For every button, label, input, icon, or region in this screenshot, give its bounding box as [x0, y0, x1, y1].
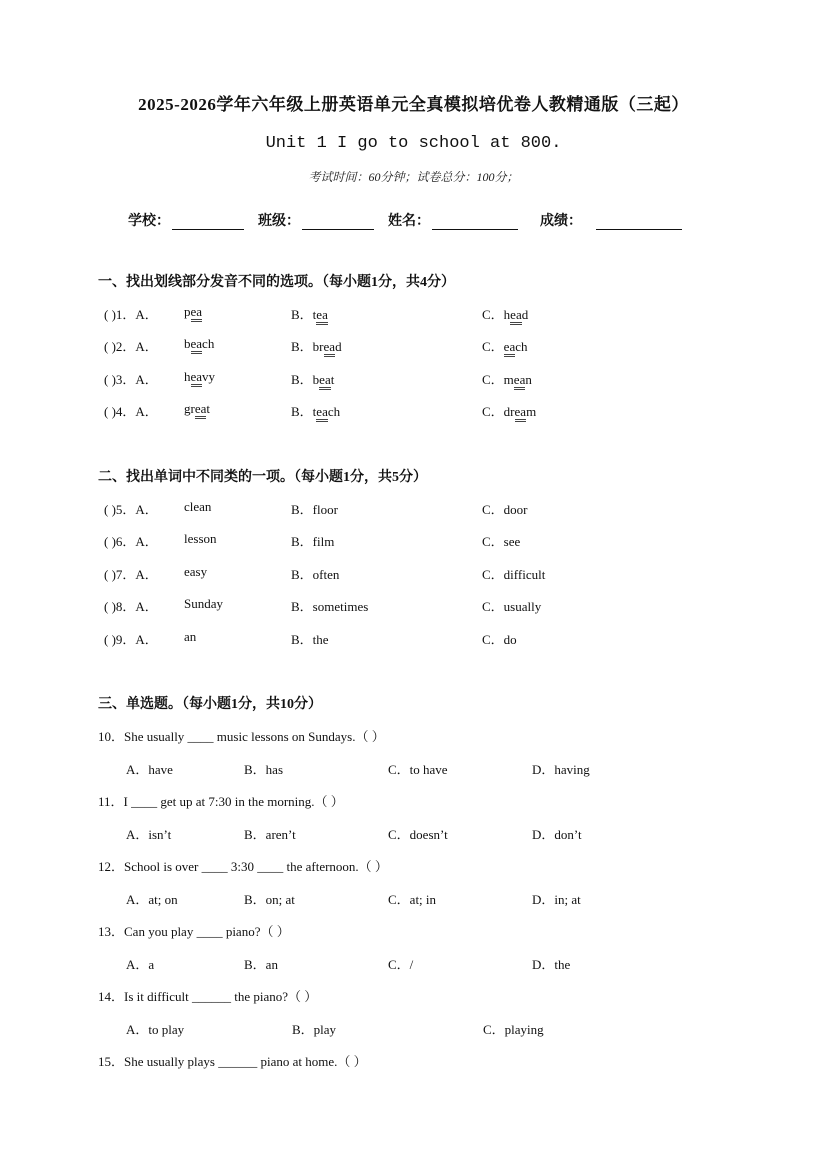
option-b[interactable]: B．has: [244, 762, 284, 777]
question-stem: 13．Can you play ____ piano?（ ）: [98, 924, 290, 939]
section1-heading: 一、找出划线部分发音不同的选项。（每小题1分，共4分）: [98, 275, 455, 290]
option-a[interactable]: lesson: [184, 531, 217, 546]
question-number: ( )9．A．: [104, 632, 158, 647]
question-row: [98, 336, 738, 356]
option-a[interactable]: great: [184, 401, 210, 419]
option-b[interactable]: B．the: [291, 632, 329, 647]
answer-row: [126, 889, 726, 909]
option-b[interactable]: B．bread: [291, 336, 342, 357]
option-c[interactable]: C．door: [482, 502, 528, 517]
option-a[interactable]: A．isn’t: [126, 827, 172, 842]
option-c[interactable]: C．see: [482, 534, 521, 549]
question-stem: 15．She usually plays ______ piano at home.（ ）: [98, 1054, 367, 1069]
class-blank[interactable]: [302, 213, 374, 230]
question-number: ( )3．A．: [104, 372, 158, 387]
option-c[interactable]: C．at; in: [388, 892, 437, 907]
option-b[interactable]: B．floor: [291, 502, 338, 517]
option-c[interactable]: C．do: [482, 632, 517, 647]
score-blank[interactable]: [596, 213, 682, 230]
option-b[interactable]: B．tea: [291, 304, 328, 325]
option-c[interactable]: C．playing: [483, 1022, 544, 1037]
question-stem: 10．She usually ____ music lessons on Sundays.（ ）: [98, 729, 385, 744]
option-b[interactable]: B．play: [292, 1022, 337, 1037]
option-a[interactable]: A．at; on: [126, 892, 178, 907]
question-number: ( )7．A．: [104, 567, 158, 582]
option-c[interactable]: C．head: [482, 304, 528, 325]
question-row: [98, 304, 738, 324]
question-number: ( )2．A．: [104, 339, 158, 354]
option-a[interactable]: A．to play: [126, 1022, 185, 1037]
option-a[interactable]: an: [184, 629, 197, 644]
question-stem: 12．School is over ____ 3:30 ____ the afternoon.（ ）: [98, 859, 388, 874]
class-field: [258, 210, 374, 230]
option-b[interactable]: B．an: [244, 957, 278, 972]
option-c[interactable]: C．usually: [482, 599, 542, 614]
unit-subtitle: Unit 1 I go to school at 800.: [265, 134, 562, 153]
question-row: [98, 401, 738, 421]
name-field: [388, 210, 518, 230]
option-b[interactable]: B．teach: [291, 401, 340, 422]
question-row: [98, 531, 738, 551]
option-a[interactable]: clean: [184, 499, 212, 514]
option-c[interactable]: C．each: [482, 336, 528, 357]
option-c[interactable]: C．/: [388, 957, 414, 972]
question-row: [98, 499, 738, 519]
option-d[interactable]: D．having: [532, 762, 590, 777]
exam-title: 2025-2026学年六年级上册英语单元全真模拟培优卷人教精通版（三起）: [138, 95, 689, 114]
question-row: [98, 629, 738, 649]
section2-heading: 二、找出单词中不同类的一项。（每小题1分，共5分）: [98, 470, 427, 485]
class-label: 班级：: [258, 214, 300, 229]
section3-heading: 三、单选题。（每小题1分，共10分）: [98, 697, 322, 712]
option-a[interactable]: heavy: [184, 369, 215, 387]
name-blank[interactable]: [432, 213, 518, 230]
question-number: ( )5．A．: [104, 502, 158, 517]
score-field: [540, 210, 682, 230]
option-d[interactable]: D．in; at: [532, 892, 581, 907]
option-c[interactable]: C．dream: [482, 401, 536, 422]
option-b[interactable]: B．film: [291, 534, 335, 549]
option-d[interactable]: D．the: [532, 957, 571, 972]
school-label: 学校：: [128, 214, 170, 229]
student-info-fields: [128, 210, 696, 230]
option-b[interactable]: B．sometimes: [291, 599, 369, 614]
option-b[interactable]: B．beat: [291, 369, 334, 390]
option-a[interactable]: easy: [184, 564, 208, 579]
option-c[interactable]: C．difficult: [482, 567, 546, 582]
question-row: [98, 369, 738, 389]
option-a[interactable]: A．have: [126, 762, 173, 777]
question-number: ( )6．A．: [104, 534, 158, 549]
option-a[interactable]: beach: [184, 336, 214, 354]
option-b[interactable]: B．often: [291, 567, 340, 582]
option-b[interactable]: B．aren’t: [244, 827, 296, 842]
option-d[interactable]: D．don’t: [532, 827, 582, 842]
option-a[interactable]: pea: [184, 304, 202, 322]
option-c[interactable]: C．to have: [388, 762, 448, 777]
question-stem: 14．Is it difficult ______ the piano?（ ）: [98, 989, 318, 1004]
option-b[interactable]: B．on; at: [244, 892, 295, 907]
school-field: [128, 210, 244, 230]
question-row: [98, 564, 738, 584]
option-c[interactable]: C．mean: [482, 369, 532, 390]
answer-row: [126, 1019, 726, 1039]
score-label: 成绩：: [540, 214, 582, 229]
answer-row: [126, 824, 726, 844]
exam-info: 考试时间：60分钟；试卷总分：100分；: [308, 170, 519, 184]
option-a[interactable]: A．a: [126, 957, 155, 972]
question-number: ( )8．A．: [104, 599, 158, 614]
question-number: ( )4．A．: [104, 404, 158, 419]
question-row: [98, 596, 738, 616]
option-a[interactable]: Sunday: [184, 596, 223, 611]
question-stem: 11．I ____ get up at 7:30 in the morning.（ ）: [98, 794, 344, 809]
question-number: ( )1．A．: [104, 307, 158, 322]
school-blank[interactable]: [172, 213, 244, 230]
answer-row: [126, 759, 726, 779]
name-label: 姓名：: [388, 214, 430, 229]
answer-row: [126, 954, 726, 974]
option-c[interactable]: C．doesn’t: [388, 827, 448, 842]
